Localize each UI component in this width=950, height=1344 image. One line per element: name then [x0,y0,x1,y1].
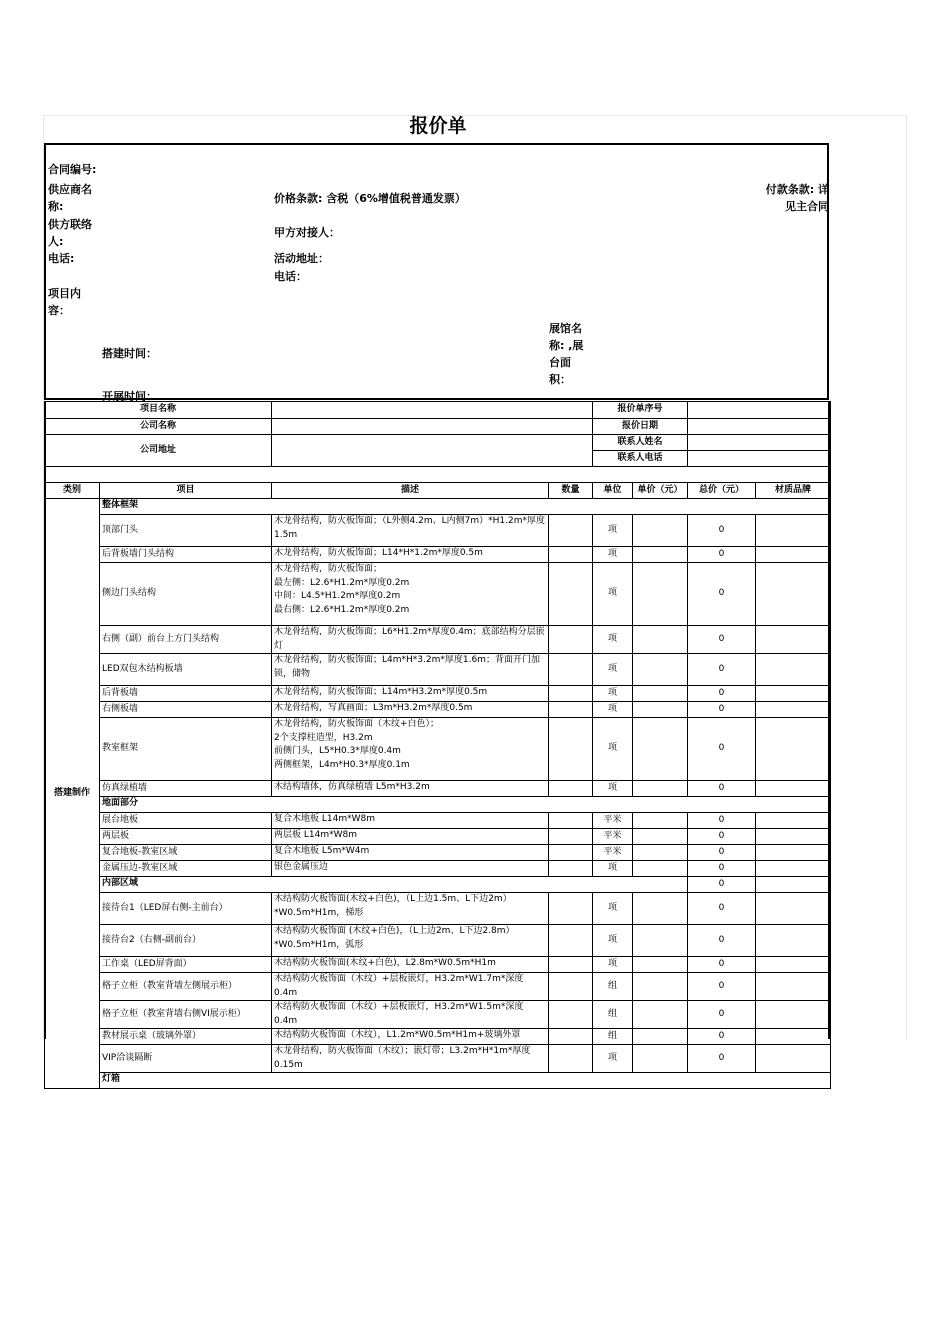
desc-line: 最左侧：L2.6*H1.2m*厚度0.2m [274,577,410,588]
unit-price-cell[interactable] [633,654,688,686]
unit-price-cell[interactable] [633,563,688,626]
quote-rows [45,499,831,1089]
desc-cell [272,563,549,626]
unit-cell: 组 [593,1029,633,1045]
qty-cell[interactable] [549,702,593,718]
desc-cell [272,547,549,563]
unit-price-cell[interactable] [633,1045,688,1073]
desc-line: 木龙骨结构，防火板饰面；L14m*H3.2m*厚度0.5m [274,687,488,697]
unit-price-cell[interactable] [633,973,688,1001]
desc-cell [272,845,549,861]
desc-cell [272,702,549,718]
contact-name-label: 联系人姓名 [593,435,688,451]
brand-cell[interactable] [756,1001,831,1029]
desc-line: 木龙骨结构，防火板饰面（木纹+白色）； [274,719,440,729]
brand-cell[interactable] [756,845,831,861]
category-cell: 搭建制作 [45,499,100,1089]
unit-cell: 项 [593,626,633,654]
desc-line: 木结构防火板饰面(木纹+白色)，（L上边1.5m、L下边2m）*W0.5m*H1m，梯形 [274,894,512,918]
qty-cell[interactable] [549,813,593,829]
desc-line: 最右侧：L2.6*H1.2m*厚度0.2m [274,604,410,615]
brand-cell[interactable] [756,813,831,829]
total-cell: 0 [688,1001,756,1029]
total-cell: 0 [688,957,756,973]
project-content-label: 项目内容： [48,287,81,317]
table-row [45,718,831,781]
qty-cell[interactable] [549,626,593,654]
desc-cell [272,718,549,781]
col-brand: 材质品牌 [756,483,831,499]
section-header: 内部区域 [100,877,688,893]
unit-cell: 项 [593,702,633,718]
total-cell: 0 [688,702,756,718]
open-time-label: 开展时间： [102,390,157,403]
qty-cell[interactable] [549,563,593,626]
unit-cell: 组 [593,1001,633,1029]
desc-line: 木龙骨结构，防火板饰面（木纹）；嵌灯带；L3.2m*H*1m*厚度0.15m [274,1046,531,1070]
phone-label: 电话: [48,252,75,265]
table-row [45,1045,831,1073]
desc-line: 中间：L4.5*H1.2m*厚度0.2m [274,591,401,601]
desc-line: 两侧框架，L4m*H0.3*厚度0.1m [274,759,410,770]
desc-line: 木龙骨结构，防火板饰面；L4m*H*3.2m*厚度1.6m；背面开门加锁，储物 [274,655,540,679]
unit-cell: 项 [593,686,633,702]
unit-cell: 平米 [593,845,633,861]
unit-cell: 项 [593,718,633,781]
total-cell: 0 [688,626,756,654]
desc-line: 银色金属压边 [274,862,329,872]
unit-cell: 项 [593,861,633,877]
item-cell: 金属压边-教室区域 [100,861,272,877]
desc-line: 前侧门头，L5*H0.3*厚度0.4m [274,746,401,756]
qty-cell[interactable] [549,861,593,877]
quote-date-value[interactable] [688,419,831,435]
project-name-value[interactable] [272,402,593,419]
desc-line: 木结构防火板饰面（木纹）+层板嵌灯，H3.2m*W1.5m*深度0.4m [274,1002,524,1026]
unit-price-cell[interactable] [633,718,688,781]
desc-line: 木龙骨结构，防火板饰面；（L外侧4.2m、L内侧7m）*H1.2m*厚度1.5m [274,516,545,540]
desc-cell [272,626,549,654]
brand-cell[interactable] [756,547,831,563]
item-cell: 工作桌（LED屏背面） [100,957,272,973]
table-row [45,563,831,626]
total-cell: 0 [688,973,756,1001]
hall-info-label: 展馆名称: ,展台面积： [549,322,584,386]
item-cell: 格子立柜（教室背墙右侧VI展示柜） [100,1001,272,1029]
desc-line: 木结构防火板饰面（木纹）+层板嵌灯，H3.2m*W1.7m*深度0.4m [274,974,524,998]
unit-price-cell[interactable] [633,702,688,718]
qty-cell[interactable] [549,654,593,686]
total-cell: 0 [688,925,756,957]
venue-phone-label: 电话： [274,270,307,283]
section-total: 0 [688,877,756,893]
brand-cell[interactable] [756,973,831,1001]
unit-price-cell[interactable] [633,1029,688,1045]
qty-cell[interactable] [549,718,593,781]
brand-cell[interactable] [756,515,831,547]
table-row [45,861,831,877]
brand-cell[interactable] [756,702,831,718]
brand-cell[interactable] [756,563,831,626]
desc-line: 复合木地板 L5m*W4m [274,846,370,856]
total-cell: 0 [688,654,756,686]
qty-cell[interactable] [549,925,593,957]
brand-cell[interactable] [756,1045,831,1073]
col-desc: 描述 [272,483,549,499]
col-item: 项目 [100,483,272,499]
table-row [45,893,831,925]
desc-line: 复合木地板 L14m*W8m [274,814,376,824]
desc-cell [272,1001,549,1029]
table-row [45,925,831,957]
desc-line: 木龙骨结构，写真画面；L3m*H3.2m*厚度0.5m [274,703,473,713]
unit-cell: 项 [593,893,633,925]
brand-cell[interactable] [756,957,831,973]
qty-cell[interactable] [549,1045,593,1073]
total-cell: 0 [688,686,756,702]
contract-header-box [44,143,829,403]
item-cell: 接待台2（右侧-副前台） [100,925,272,957]
contact-phone-value[interactable] [688,451,831,467]
unit-cell: 项 [593,957,633,973]
desc-line: 木龙骨结构，防火板饰面； [274,564,383,574]
unit-cell: 项 [593,1045,633,1073]
table-row [45,547,831,563]
qty-cell[interactable] [549,547,593,563]
item-cell: 后背板墙 [100,686,272,702]
brand-cell[interactable] [756,893,831,925]
total-cell: 0 [688,861,756,877]
desc-cell [272,813,549,829]
item-cell: 顶部门头 [100,515,272,547]
contract-no-label: 合同编号: [48,163,97,176]
desc-cell [272,781,549,797]
unit-cell: 项 [593,925,633,957]
qty-cell[interactable] [549,1001,593,1029]
company-name-value[interactable] [272,419,593,435]
unit-price-cell[interactable] [633,925,688,957]
unit-cell: 组 [593,973,633,1001]
item-cell: 教材展示桌（玻璃外罩） [100,1029,272,1045]
unit-price-cell[interactable] [633,626,688,654]
brand-cell[interactable] [756,781,831,797]
desc-cell [272,1045,549,1073]
unit-cell: 平米 [593,829,633,845]
brand-cell[interactable] [756,654,831,686]
col-unit-price: 单价（元） [633,483,688,499]
qty-cell[interactable] [549,957,593,973]
total-cell: 0 [688,893,756,925]
item-cell: 右侧（副）前台上方门头结构 [100,626,272,654]
unit-cell: 项 [593,547,633,563]
desc-cell [272,861,549,877]
brand-cell[interactable] [756,686,831,702]
brand-cell[interactable] [756,718,831,781]
unit-cell: 项 [593,654,633,686]
spacer-row [45,467,831,483]
unit-price-cell[interactable] [633,845,688,861]
desc-cell [272,1029,549,1045]
qty-cell[interactable] [549,515,593,547]
unit-price-cell[interactable] [633,893,688,925]
desc-cell [272,925,549,957]
item-cell: 仿真绿植墙 [100,781,272,797]
table-row [45,702,831,718]
desc-line: 木结构墙体，仿真绿植墙 L5m*H3.2m [274,782,430,792]
page-title: 报价单 [409,115,467,137]
item-cell: 两层板 [100,829,272,845]
section-header: 灯箱 [100,1073,831,1089]
total-cell: 0 [688,1045,756,1073]
build-time-label: 搭建时间： [102,347,157,360]
brand-cell[interactable] [756,1029,831,1045]
unit-price-cell[interactable] [633,829,688,845]
col-unit: 单位 [593,483,633,499]
venue-address-label: 活动地址： [274,252,329,265]
unit-price-cell[interactable] [633,515,688,547]
total-cell: 0 [688,813,756,829]
table-row [45,845,831,861]
qty-cell[interactable] [549,829,593,845]
company-address-label: 公司地址 [45,435,272,467]
total-cell: 0 [688,829,756,845]
table-row [45,686,831,702]
qty-cell[interactable] [549,845,593,861]
desc-cell [272,686,549,702]
quote-date-label: 报价日期 [593,419,688,435]
item-cell: 复合地板-教室区域 [100,845,272,861]
unit-price-cell[interactable] [633,861,688,877]
brand-cell[interactable] [756,626,831,654]
unit-price-cell[interactable] [633,813,688,829]
brand-cell[interactable] [756,829,831,845]
payment-terms-label: 付款条款: 详见主合同 [765,183,829,213]
desc-cell [272,829,549,845]
section-header: 整体框架 [100,499,831,515]
qty-cell[interactable] [549,1029,593,1045]
total-cell: 0 [688,563,756,626]
table-row [45,957,831,973]
col-category: 类别 [45,483,100,499]
supplier-name-label: 供应商名称: [48,183,92,213]
item-cell: VIP洽谈隔断 [100,1045,272,1073]
desc-cell [272,654,549,686]
contact-phone-label: 联系人电话 [593,451,688,467]
client-contact-label: 甲方对接人： [274,226,340,239]
unit-price-cell[interactable] [633,957,688,973]
brand-cell[interactable] [756,861,831,877]
project-name-label: 项目名称 [45,402,272,419]
qty-cell[interactable] [549,973,593,1001]
desc-cell [272,957,549,973]
table-row [45,829,831,845]
desc-cell [272,515,549,547]
unit-cell: 项 [593,515,633,547]
item-cell: 教室框架 [100,718,272,781]
desc-line: 2个支撑柱造型，H3.2m [274,732,373,743]
unit-price-cell[interactable] [633,781,688,797]
table-row [45,973,831,1001]
col-total: 总价（元） [688,483,756,499]
supplier-contact-label: 供方联络人: [48,218,92,248]
qty-cell[interactable] [549,893,593,925]
desc-line: 木龙骨结构，防火板饰面；L14*H*1.2m*厚度0.5m [274,548,483,558]
unit-cell: 平米 [593,813,633,829]
item-cell: 展台地板 [100,813,272,829]
table-row [45,781,831,797]
section-header: 地面部分 [100,797,831,813]
desc-line: 木结构防火板饰面(木纹+白色)，L2.8m*W0.5m*H1m [274,958,496,968]
item-cell: 接待台1（LED屏右侧-主前台） [100,893,272,925]
item-cell: 侧边门头结构 [100,563,272,626]
desc-line: 木结构防火板饰面（木纹），L1.2m*W0.5m*H1m+玻璃外罩 [274,1030,521,1040]
table-row [45,1029,831,1045]
total-cell: 0 [688,781,756,797]
total-cell: 0 [688,1029,756,1045]
total-cell: 0 [688,718,756,781]
item-cell: 格子立柜（教室背墙左侧展示柜） [100,973,272,1001]
qty-cell[interactable] [549,686,593,702]
company-address-value[interactable] [272,435,593,467]
desc-line: 木结构防火板饰面 (木纹+白色)，（L上边2m、L下边2.8m）*W0.5m*H1m，弧形 [274,926,515,950]
total-cell: 0 [688,845,756,861]
table-row [45,813,831,829]
desc-cell [272,893,549,925]
price-terms-label: 价格条款: 含税（6%增值税普通发票） [274,192,466,205]
item-cell: 右侧板墙 [100,702,272,718]
unit-price-cell[interactable] [633,686,688,702]
total-cell: 0 [688,547,756,563]
col-qty: 数量 [549,483,593,499]
brand-cell [756,877,831,893]
quote-no-label: 报价单序号 [593,402,688,419]
unit-cell: 项 [593,781,633,797]
contact-name-value[interactable] [688,435,831,451]
qty-cell[interactable] [549,781,593,797]
table-row [45,515,831,547]
desc-line: 木龙骨结构，防火板饰面；L6*H1.2m*厚度0.4m；底部结构分层嵌灯 [274,627,545,651]
unit-price-cell[interactable] [633,1001,688,1029]
unit-cell: 项 [593,563,633,626]
desc-cell [272,973,549,1001]
quote-table [44,401,831,1089]
total-cell: 0 [688,515,756,547]
company-name-label: 公司名称 [45,419,272,435]
unit-price-cell[interactable] [633,547,688,563]
table-row [45,654,831,686]
brand-cell[interactable] [756,925,831,957]
item-cell: LED双包木结构板墙 [100,654,272,686]
item-cell: 后背板墙门头结构 [100,547,272,563]
table-row [45,1001,831,1029]
quote-no-value[interactable] [688,402,831,419]
desc-line: 两层板 L14m*W8m [274,830,358,840]
table-row [45,626,831,654]
